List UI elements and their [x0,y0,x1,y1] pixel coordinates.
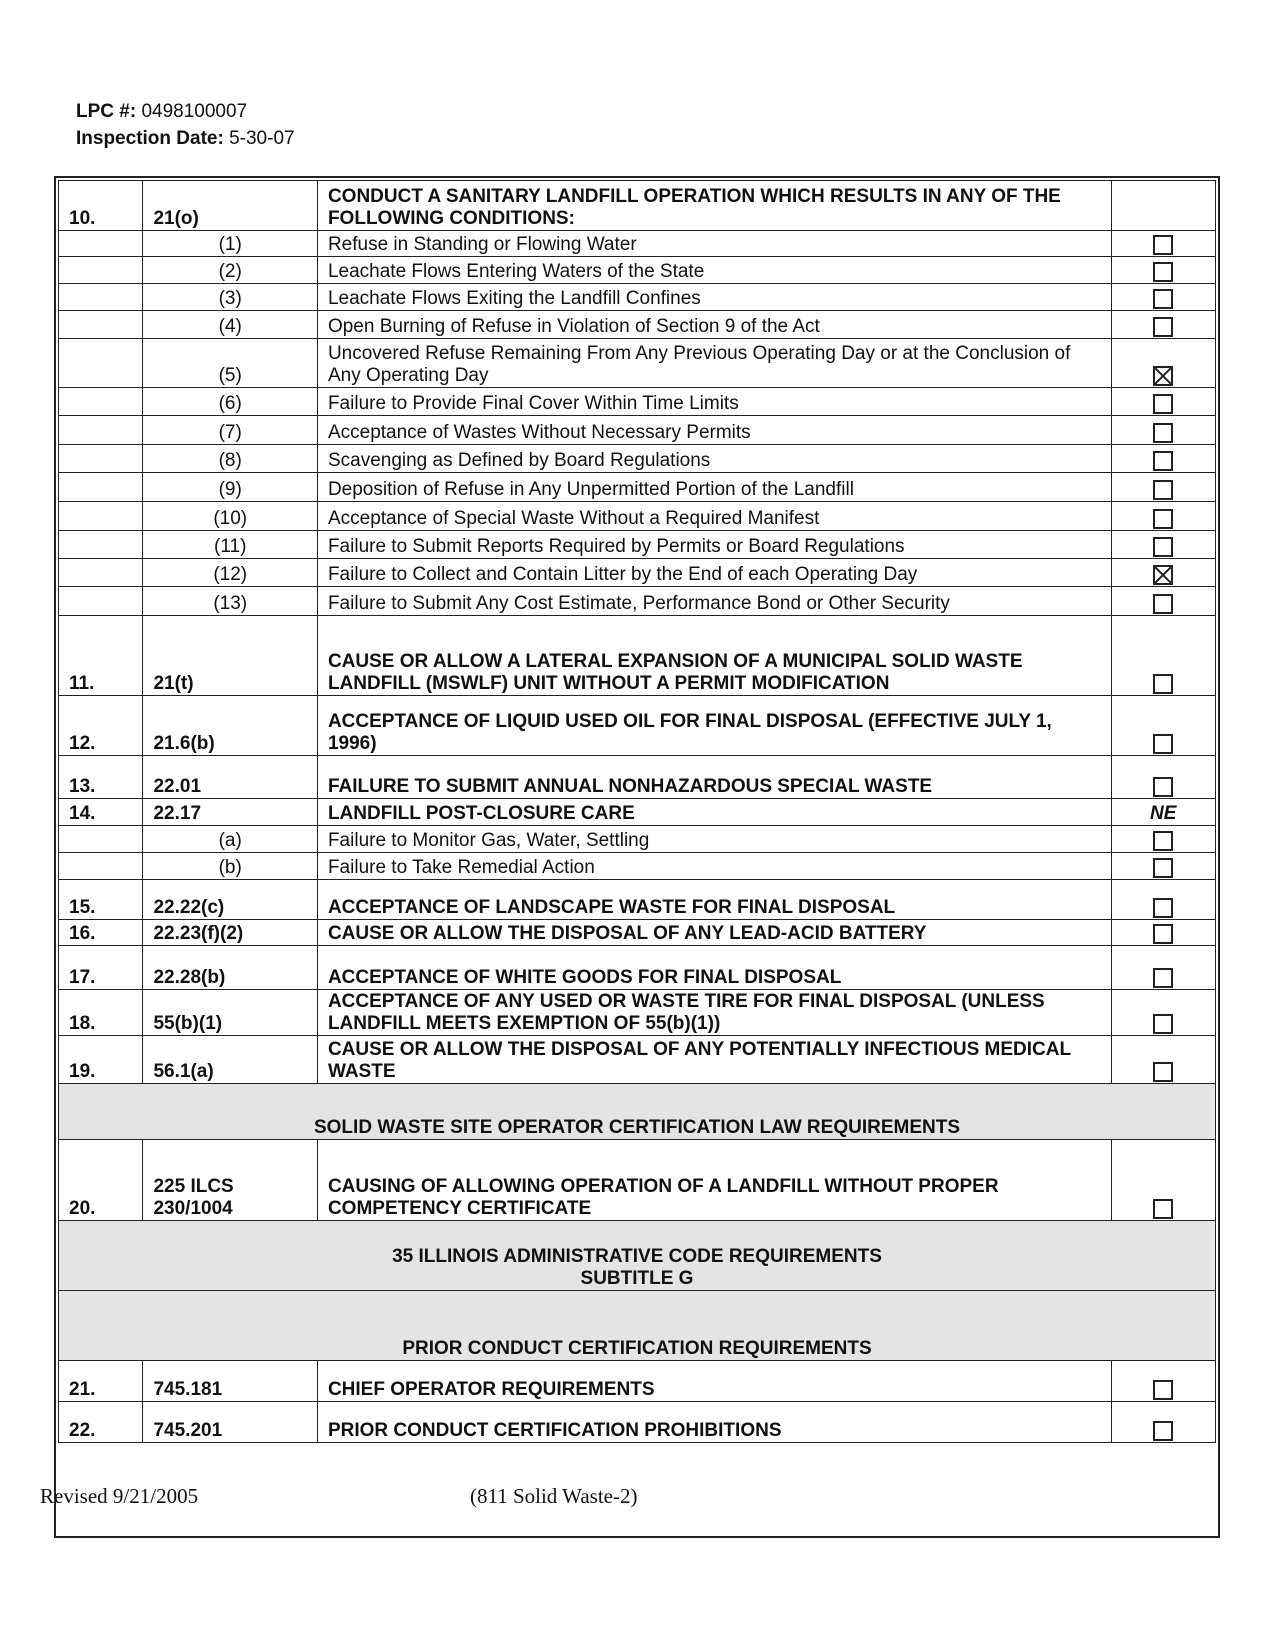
lpc-number [76,98,295,125]
violation-checkbox[interactable] [1153,734,1173,754]
section-reference: 21(t) [143,616,317,696]
section-reference: 22.28(b) [143,946,317,990]
sub-item-label: (4) [143,311,317,339]
violation-description: Open Burning of Refuse in Violation of Section 9 of the Act [317,311,1111,339]
item-number [59,311,143,339]
revised-date: Revised 9/21/2005 [40,1484,199,1508]
violation-checkbox[interactable] [1153,777,1173,797]
sub-item-row [59,231,1216,257]
violation-checkbox[interactable] [1153,317,1173,337]
illinois-admin-code-heading-line: SUBTITLE G [580,1268,694,1289]
checkbox-cell [1111,1402,1216,1443]
item-number [59,284,143,311]
section-row [59,1084,1216,1140]
item-row [59,880,1216,920]
violations-table [58,180,1216,1443]
sub-item-row [59,284,1216,311]
item-number: 16. [59,920,143,946]
sub-item-label: (a) [143,826,317,853]
checkbox-cell [1111,696,1216,756]
checkbox-cell [1111,531,1216,559]
violation-checkbox[interactable] [1153,537,1173,557]
sub-item-label: (7) [143,416,317,445]
sub-item-row [59,531,1216,559]
checkbox-cell [1111,339,1216,388]
violation-checkbox[interactable] [1153,674,1173,694]
checkbox-cell [1111,990,1216,1036]
violation-description: Acceptance of Special Waste Without a Required Manifest [317,502,1111,531]
item-number: 15. [59,880,143,920]
item-number: 12. [59,696,143,756]
item-number [59,502,143,531]
checkbox-cell [1111,920,1216,946]
violation-description: Failure to Collect and Contain Litter by the End of each Operating Day [317,559,1111,587]
sub-item-row [59,257,1216,284]
item-row [59,181,1216,231]
section-reference: 22.01 [143,756,317,799]
violation-description: CAUSING OF ALLOWING OPERATION OF A LANDFILL WITHOUT PROPER COMPETENCY CERTIFICATE [317,1140,1111,1221]
item-number [59,473,143,502]
inspection-date [76,125,295,152]
item-row [59,799,1216,826]
item-row [59,1402,1216,1443]
violation-checkbox[interactable] [1153,509,1173,529]
violation-description: Failure to Submit Reports Required by Permits or Board Regulations [317,531,1111,559]
violation-checkbox[interactable] [1153,235,1173,255]
violation-description: Scavenging as Defined by Board Regulations [317,445,1111,473]
item-number [59,388,143,416]
sub-item-label: (5) [143,339,317,388]
illinois-admin-code-heading-line: 35 ILLINOIS ADMINISTRATIVE CODE REQUIREMENTS [392,1246,882,1267]
lpc-label: LPC #: [76,101,137,122]
violation-description: Failure to Take Remedial Action [317,853,1111,880]
section-row [59,1291,1216,1361]
sub-item-label: (9) [143,473,317,502]
item-number [59,257,143,284]
violation-description: ACCEPTANCE OF ANY USED OR WASTE TIRE FOR FINAL DISPOSAL (UNLESS LANDFILL MEETS EXEMPTION OF 55(b)(1)) [317,990,1111,1036]
violation-description: Uncovered Refuse Remaining From Any Previous Operating Day or at the Conclusion of Any Operating Day [317,339,1111,388]
section-reference: 745.181 [143,1361,317,1402]
section-reference: 56.1(a) [143,1036,317,1084]
violation-checkbox[interactable] [1153,451,1173,471]
checkbox-cell [1111,284,1216,311]
page-header [76,98,295,152]
item-row [59,616,1216,696]
checkbox-cell [1111,826,1216,853]
sub-item-label: (1) [143,231,317,257]
sub-item-row [59,502,1216,531]
sub-item-label: (10) [143,502,317,531]
violation-checkbox[interactable] [1153,831,1173,851]
inspection-date-label: Inspection Date: [76,128,224,149]
section-reference: 225 ILCS 230/1004 [143,1140,317,1221]
sub-item-row [59,473,1216,502]
checkbox-cell [1111,445,1216,473]
violation-checkbox[interactable] [1153,968,1173,988]
violation-description: PRIOR CONDUCT CERTIFICATION PROHIBITIONS [317,1402,1111,1443]
violation-checkbox[interactable] [1153,858,1173,878]
violation-description: Refuse in Standing or Flowing Water [317,231,1111,257]
item-number [59,559,143,587]
item-number: 13. [59,756,143,799]
operator-certification-heading-line: SOLID WASTE SITE OPERATOR CERTIFICATION LAW REQUIREMENTS [313,1117,961,1138]
item-number: 18. [59,990,143,1036]
sub-item-row [59,445,1216,473]
checkbox-cell [1111,473,1216,502]
section-reference: 745.201 [143,1402,317,1443]
item-number [59,587,143,616]
violation-description: Failure to Submit Any Cost Estimate, Performance Bond or Other Security [317,587,1111,616]
sub-item-row [59,587,1216,616]
checkbox-cell [1111,388,1216,416]
violation-checkbox[interactable] [1153,423,1173,443]
item-number [59,445,143,473]
item-number [59,339,143,388]
violation-description: ACCEPTANCE OF LANDSCAPE WASTE FOR FINAL DISPOSAL [317,880,1111,920]
sub-item-label: (2) [143,257,317,284]
section-row [59,1221,1216,1291]
checkbox-cell [1111,257,1216,284]
checkbox-cell [1111,311,1216,339]
violation-checkbox[interactable] [1153,480,1173,500]
item-number [59,853,143,880]
operator-certification-heading [59,1084,1216,1140]
item-number: 21. [59,1361,143,1402]
item-number: 14. [59,799,143,826]
violation-description: FAILURE TO SUBMIT ANNUAL NONHAZARDOUS SPECIAL WASTE [317,756,1111,799]
violation-checkbox[interactable] [1153,924,1173,944]
violation-description: CONDUCT A SANITARY LANDFILL OPERATION WHICH RESULTS IN ANY OF THE FOLLOWING CONDITIONS: [317,181,1111,231]
checkbox-cell [1111,231,1216,257]
violation-checkbox[interactable] [1153,289,1173,309]
item-number: 20. [59,1140,143,1221]
checkbox-cell [1111,1361,1216,1402]
form-number: (811 Solid Waste-2) [470,1484,638,1508]
item-row [59,946,1216,990]
sub-item-label: (11) [143,531,317,559]
violation-description: Failure to Provide Final Cover Within Time Limits [317,388,1111,416]
item-row [59,696,1216,756]
item-number [59,231,143,257]
section-reference: 22.17 [143,799,317,826]
section-reference: 21(o) [143,181,317,231]
sub-item-label: (6) [143,388,317,416]
checkbox-cell [1111,946,1216,990]
violation-checkbox[interactable] [1153,394,1173,414]
item-row [59,920,1216,946]
violation-description: LANDFILL POST-CLOSURE CARE [317,799,1111,826]
sub-item-row [59,388,1216,416]
item-number: 10. [59,181,143,231]
checkbox-cell [1111,756,1216,799]
sub-item-label: (b) [143,853,317,880]
checkbox-cell [1111,181,1216,231]
violation-description: ACCEPTANCE OF WHITE GOODS FOR FINAL DISPOSAL [317,946,1111,990]
illinois-admin-code-heading [59,1221,1216,1291]
violation-description: Deposition of Refuse in Any Unpermitted Portion of the Landfill [317,473,1111,502]
item-number [59,826,143,853]
item-row [59,1036,1216,1084]
sub-item-label: (3) [143,284,317,311]
sub-item-row [59,853,1216,880]
violation-description: Leachate Flows Exiting the Landfill Confines [317,284,1111,311]
item-row [59,756,1216,799]
violation-description: CAUSE OR ALLOW THE DISPOSAL OF ANY POTENTIALLY INFECTIOUS MEDICAL WASTE [317,1036,1111,1084]
sub-item-label: (12) [143,559,317,587]
violation-checkbox[interactable] [1153,1199,1173,1219]
checkbox-cell [1111,853,1216,880]
violation-description: ACCEPTANCE OF LIQUID USED OIL FOR FINAL DISPOSAL (EFFECTIVE JULY 1, 1996) [317,696,1111,756]
item-row [59,1361,1216,1402]
section-reference: 21.6(b) [143,696,317,756]
checkbox-cell [1111,616,1216,696]
sub-item-row [59,416,1216,445]
checkbox-cell [1111,559,1216,587]
violation-description: Failure to Monitor Gas, Water, Settling [317,826,1111,853]
sub-item-label: (13) [143,587,317,616]
violation-checkbox[interactable] [1153,262,1173,282]
violation-checkbox[interactable] [1153,565,1173,585]
item-number [59,531,143,559]
checkbox-cell [1111,799,1216,826]
item-row [59,990,1216,1036]
inspection-date-value: 5-30-07 [229,128,295,149]
checkbox-cell [1111,587,1216,616]
checkbox-cell [1111,1140,1216,1221]
violation-checkbox[interactable] [1153,1014,1173,1034]
status-text: NE [1150,803,1177,824]
sub-item-row [59,559,1216,587]
section-reference: 22.22(c) [143,880,317,920]
sub-item-row [59,311,1216,339]
violation-checkbox[interactable] [1153,366,1173,386]
violation-description: Acceptance of Wastes Without Necessary Permits [317,416,1111,445]
sub-item-label: (8) [143,445,317,473]
item-number: 11. [59,616,143,696]
prior-conduct-heading [59,1291,1216,1361]
sub-item-row [59,339,1216,388]
violation-description: CHIEF OPERATOR REQUIREMENTS [317,1361,1111,1402]
sub-item-row [59,826,1216,853]
violation-checkbox[interactable] [1153,898,1173,918]
checkbox-cell [1111,502,1216,531]
item-number: 19. [59,1036,143,1084]
item-number: 22. [59,1402,143,1443]
violation-description: CAUSE OR ALLOW THE DISPOSAL OF ANY LEAD-ACID BATTERY [317,920,1111,946]
violation-checkbox[interactable] [1153,1421,1173,1441]
checkbox-cell [1111,1036,1216,1084]
section-reference: 55(b)(1) [143,990,317,1036]
section-reference: 22.23(f)(2) [143,920,317,946]
violation-checkbox[interactable] [1153,1062,1173,1082]
item-row [59,1140,1216,1221]
violation-checkbox[interactable] [1153,1380,1173,1400]
item-number [59,416,143,445]
violation-checkbox[interactable] [1153,594,1173,614]
prior-conduct-heading-line: PRIOR CONDUCT CERTIFICATION REQUIREMENTS [402,1338,872,1359]
lpc-value: 0498100007 [141,101,248,122]
item-number: 17. [59,946,143,990]
checkbox-cell [1111,416,1216,445]
checkbox-cell [1111,880,1216,920]
violation-description: CAUSE OR ALLOW A LATERAL EXPANSION OF A MUNICIPAL SOLID WASTE LANDFILL (MSWLF) UNIT WITHOUT A PERMIT MODIFICATION [317,616,1111,696]
violation-description: Leachate Flows Entering Waters of the State [317,257,1111,284]
